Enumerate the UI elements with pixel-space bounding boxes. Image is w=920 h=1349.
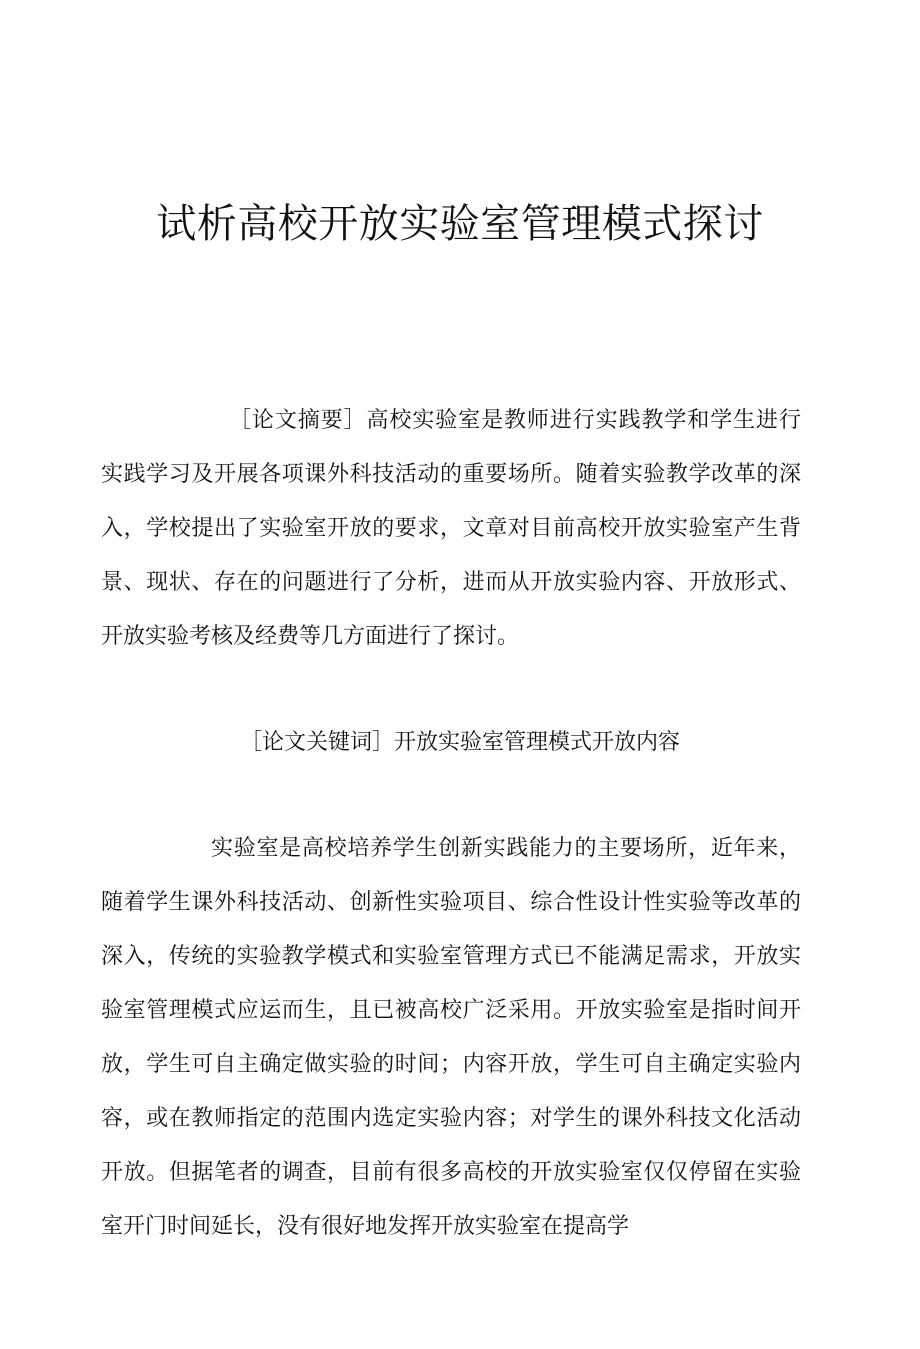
keywords-text: 开放实验室管理模式开放内容 <box>394 730 681 755</box>
document-title: 试析高校开放实验室管理模式探讨 <box>156 201 764 247</box>
body-paragraph: 实验室是高校培养学生创新实践能力的主要场所，近年来，随着学生课外科技活动、创新性实验项目、综合性设计性实验等改革的深入，传统的实验教学模式和实验室管理方式已不能满足需求，开放实验室管理模式应运而生，且已被高校广泛采用。开放实验室是指时间开放，学生可自主确定做实验的时间；内容开放，学生可自主确定实验内容，或在教师指定的范围内选定实验内容；对学生的课外科技文化活动开放。但据笔者的调查，目前有很多高校的开放实验室仅仅停留在实验室开门时间延长，没有很好地发挥开放实验室在提高学 <box>101 836 801 1239</box>
abstract-paragraph <box>101 394 801 664</box>
abstract-text: 高校实验室是教师进行实践教学和学生进行实践学习及开展各项课外科技活动的重要场所。随着实验教学改革的深入，学校提出了实验室开放的要求，文章对目前高校开放实验室产生背景、现状、存在的问题进行了分析，进而从开放实验内容、开放形式、开放实验考核及经费等几方面进行了探讨。 <box>101 408 801 649</box>
keywords-line <box>0 716 920 770</box>
abstract-label: ［论文摘要］ <box>229 408 367 433</box>
keywords-label: ［论文关键词］ <box>239 730 394 755</box>
